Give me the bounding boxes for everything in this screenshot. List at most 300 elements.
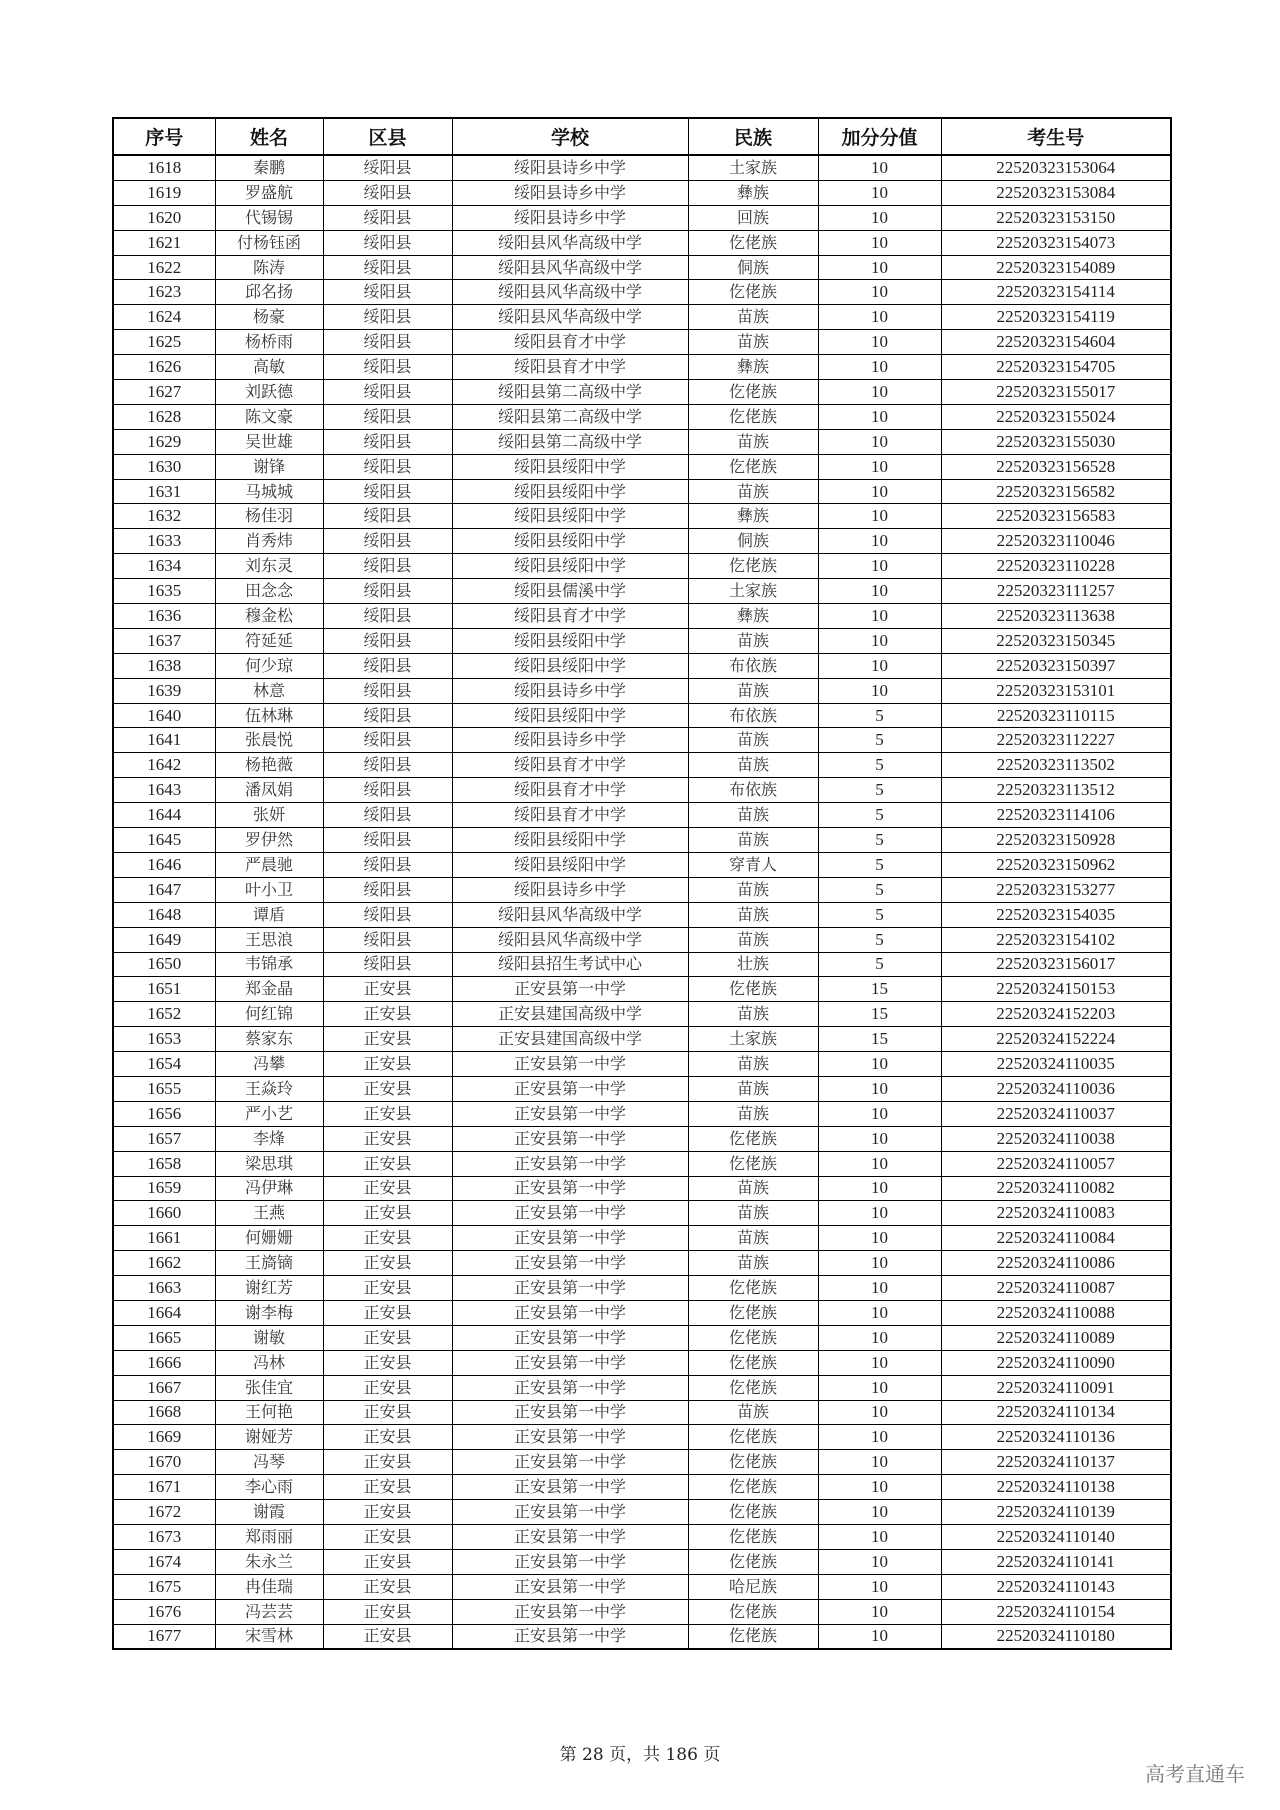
cell-ethnicity: 苗族 (688, 803, 818, 828)
cell-serial: 1625 (113, 330, 215, 355)
cell-bonus: 10 (818, 230, 941, 255)
cell-serial: 1657 (113, 1126, 215, 1151)
cell-ethnicity: 苗族 (688, 1052, 818, 1077)
cell-exam-id: 22520323110228 (941, 554, 1171, 579)
cell-county: 正安县 (323, 1002, 452, 1027)
table-row (113, 1325, 1171, 1350)
table-row (113, 1176, 1171, 1201)
cell-school: 绥阳县诗乡中学 (452, 678, 688, 703)
cell-county: 绥阳县 (323, 728, 452, 753)
cell-serial: 1628 (113, 404, 215, 429)
cell-county: 正安县 (323, 1350, 452, 1375)
cell-serial: 1668 (113, 1400, 215, 1425)
cell-name: 郑雨丽 (215, 1524, 323, 1549)
cell-name: 谭盾 (215, 902, 323, 927)
cell-exam-id: 22520323153101 (941, 678, 1171, 703)
cell-name: 宋雪林 (215, 1624, 323, 1649)
cell-serial: 1639 (113, 678, 215, 703)
cell-ethnicity: 仡佬族 (688, 1624, 818, 1649)
cell-name: 杨佳羽 (215, 504, 323, 529)
cell-county: 正安县 (323, 1076, 452, 1101)
cell-exam-id: 22520324110140 (941, 1524, 1171, 1549)
cell-bonus: 10 (818, 1450, 941, 1475)
cell-bonus: 10 (818, 205, 941, 230)
cell-exam-id: 22520323154073 (941, 230, 1171, 255)
header-ethnicity: 民族 (688, 118, 818, 155)
cell-exam-id: 22520323150928 (941, 828, 1171, 853)
cell-county: 正安县 (323, 1201, 452, 1226)
cell-county: 绥阳县 (323, 404, 452, 429)
cell-exam-id: 22520323156583 (941, 504, 1171, 529)
cell-bonus: 5 (818, 728, 941, 753)
cell-exam-id: 22520324110084 (941, 1226, 1171, 1251)
cell-name: 代锡锡 (215, 205, 323, 230)
cell-ethnicity: 仡佬族 (688, 1126, 818, 1151)
cell-serial: 1649 (113, 927, 215, 952)
cell-serial: 1618 (113, 155, 215, 180)
cell-county: 正安县 (323, 1624, 452, 1649)
cell-school: 绥阳县绥阳中学 (452, 703, 688, 728)
cell-ethnicity: 仡佬族 (688, 1475, 818, 1500)
cell-ethnicity: 土家族 (688, 155, 818, 180)
cell-ethnicity: 仡佬族 (688, 1500, 818, 1525)
cell-bonus: 10 (818, 579, 941, 604)
table-row (113, 653, 1171, 678)
cell-exam-id: 22520324152203 (941, 1002, 1171, 1027)
cell-serial: 1620 (113, 205, 215, 230)
cell-ethnicity: 壮族 (688, 952, 818, 977)
table-row (113, 205, 1171, 230)
cell-school: 正安县第一中学 (452, 1574, 688, 1599)
cell-county: 正安县 (323, 1325, 452, 1350)
cell-exam-id: 22520324110036 (941, 1076, 1171, 1101)
cell-name: 刘跃德 (215, 380, 323, 405)
cell-county: 正安县 (323, 1101, 452, 1126)
table-row (113, 155, 1171, 180)
cell-name: 罗盛航 (215, 180, 323, 205)
table-row (113, 230, 1171, 255)
cell-serial: 1632 (113, 504, 215, 529)
cell-school: 正安县第一中学 (452, 1300, 688, 1325)
cell-bonus: 15 (818, 977, 941, 1002)
cell-serial: 1665 (113, 1325, 215, 1350)
cell-serial: 1666 (113, 1350, 215, 1375)
table-row (113, 1226, 1171, 1251)
cell-exam-id: 22520324110139 (941, 1500, 1171, 1525)
cell-ethnicity: 仡佬族 (688, 454, 818, 479)
cell-serial: 1630 (113, 454, 215, 479)
table-row (113, 280, 1171, 305)
cell-bonus: 10 (818, 155, 941, 180)
table-row (113, 828, 1171, 853)
cell-exam-id: 22520324110134 (941, 1400, 1171, 1425)
table-row (113, 1549, 1171, 1574)
table-row (113, 1126, 1171, 1151)
table-row (113, 1574, 1171, 1599)
cell-county: 绥阳县 (323, 429, 452, 454)
cell-school: 绥阳县第二高级中学 (452, 429, 688, 454)
cell-school: 绥阳县育才中学 (452, 355, 688, 380)
cell-serial: 1624 (113, 305, 215, 330)
cell-exam-id: 22520323156582 (941, 479, 1171, 504)
cell-name: 杨桥雨 (215, 330, 323, 355)
cell-school: 正安县第一中学 (452, 1226, 688, 1251)
cell-exam-id: 22520323154114 (941, 280, 1171, 305)
cell-name: 杨艳薇 (215, 753, 323, 778)
cell-serial: 1631 (113, 479, 215, 504)
watermark: 高考直通车 (1145, 1762, 1245, 1786)
cell-serial: 1659 (113, 1176, 215, 1201)
cell-school: 绥阳县风华高级中学 (452, 255, 688, 280)
cell-name: 吴世雄 (215, 429, 323, 454)
cell-name: 穆金松 (215, 604, 323, 629)
cell-name: 王燕 (215, 1201, 323, 1226)
cell-ethnicity: 苗族 (688, 305, 818, 330)
cell-name: 马城城 (215, 479, 323, 504)
cell-name: 张佳宜 (215, 1375, 323, 1400)
cell-serial: 1629 (113, 429, 215, 454)
cell-school: 绥阳县育才中学 (452, 604, 688, 629)
cell-ethnicity: 穿青人 (688, 852, 818, 877)
cell-school: 正安县第一中学 (452, 1276, 688, 1301)
cell-name: 陈涛 (215, 255, 323, 280)
cell-name: 王思浪 (215, 927, 323, 952)
table-row (113, 330, 1171, 355)
cell-ethnicity: 苗族 (688, 479, 818, 504)
cell-county: 绥阳县 (323, 579, 452, 604)
cell-name: 冯芸芸 (215, 1599, 323, 1624)
cell-name: 何姗姗 (215, 1226, 323, 1251)
cell-serial: 1661 (113, 1226, 215, 1251)
cell-bonus: 10 (818, 1624, 941, 1649)
cell-bonus: 10 (818, 330, 941, 355)
cell-school: 绥阳县风华高级中学 (452, 902, 688, 927)
cell-exam-id: 22520323155017 (941, 380, 1171, 405)
cell-serial: 1637 (113, 628, 215, 653)
table-row (113, 678, 1171, 703)
cell-school: 绥阳县绥阳中学 (452, 454, 688, 479)
cell-bonus: 10 (818, 429, 941, 454)
cell-ethnicity: 苗族 (688, 1101, 818, 1126)
table-row (113, 305, 1171, 330)
cell-name: 冯琴 (215, 1450, 323, 1475)
cell-serial: 1638 (113, 653, 215, 678)
cell-ethnicity: 仡佬族 (688, 1151, 818, 1176)
cell-county: 正安县 (323, 1276, 452, 1301)
table-row (113, 429, 1171, 454)
cell-exam-id: 22520324110038 (941, 1126, 1171, 1151)
cell-name: 郑金晶 (215, 977, 323, 1002)
cell-bonus: 10 (818, 1524, 941, 1549)
cell-school: 正安县第一中学 (452, 1400, 688, 1425)
cell-exam-id: 22520324110082 (941, 1176, 1171, 1201)
cell-serial: 1634 (113, 554, 215, 579)
cell-name: 张晨悦 (215, 728, 323, 753)
cell-exam-id: 22520324110088 (941, 1300, 1171, 1325)
cell-serial: 1636 (113, 604, 215, 629)
cell-county: 正安县 (323, 1052, 452, 1077)
cell-serial: 1677 (113, 1624, 215, 1649)
cell-school: 正安县第一中学 (452, 1251, 688, 1276)
cell-exam-id: 22520323155030 (941, 429, 1171, 454)
bonus-points-table (112, 117, 1172, 1650)
cell-county: 绥阳县 (323, 852, 452, 877)
cell-name: 冯林 (215, 1350, 323, 1375)
cell-serial: 1642 (113, 753, 215, 778)
header-school: 学校 (452, 118, 688, 155)
cell-bonus: 5 (818, 753, 941, 778)
cell-county: 绥阳县 (323, 305, 452, 330)
cell-ethnicity: 仡佬族 (688, 554, 818, 579)
cell-county: 正安县 (323, 1599, 452, 1624)
cell-exam-id: 22520323156528 (941, 454, 1171, 479)
cell-ethnicity: 仡佬族 (688, 230, 818, 255)
cell-county: 绥阳县 (323, 180, 452, 205)
cell-bonus: 10 (818, 1549, 941, 1574)
cell-exam-id: 22520323153277 (941, 877, 1171, 902)
cell-county: 正安县 (323, 1300, 452, 1325)
cell-ethnicity: 布依族 (688, 653, 818, 678)
cell-name: 何红锦 (215, 1002, 323, 1027)
table-row (113, 355, 1171, 380)
cell-ethnicity: 仡佬族 (688, 1325, 818, 1350)
cell-county: 正安县 (323, 1475, 452, 1500)
cell-name: 冯攀 (215, 1052, 323, 1077)
cell-ethnicity: 仡佬族 (688, 1549, 818, 1574)
cell-bonus: 10 (818, 1350, 941, 1375)
cell-exam-id: 22520323150962 (941, 852, 1171, 877)
cell-name: 秦鹏 (215, 155, 323, 180)
cell-serial: 1619 (113, 180, 215, 205)
cell-school: 正安县第一中学 (452, 1549, 688, 1574)
cell-ethnicity: 苗族 (688, 902, 818, 927)
cell-exam-id: 22520324110138 (941, 1475, 1171, 1500)
cell-exam-id: 22520323113512 (941, 778, 1171, 803)
cell-county: 绥阳县 (323, 604, 452, 629)
table-row (113, 778, 1171, 803)
cell-bonus: 10 (818, 1101, 941, 1126)
cell-school: 正安县第一中学 (452, 1325, 688, 1350)
cell-name: 谢锋 (215, 454, 323, 479)
cell-county: 正安县 (323, 1176, 452, 1201)
table-row (113, 554, 1171, 579)
cell-school: 绥阳县诗乡中学 (452, 728, 688, 753)
cell-name: 李心雨 (215, 1475, 323, 1500)
table-row (113, 529, 1171, 554)
cell-exam-id: 22520323156017 (941, 952, 1171, 977)
cell-name: 冯伊琳 (215, 1176, 323, 1201)
cell-bonus: 10 (818, 1176, 941, 1201)
cell-school: 绥阳县诗乡中学 (452, 180, 688, 205)
cell-ethnicity: 侗族 (688, 529, 818, 554)
cell-exam-id: 22520324110090 (941, 1350, 1171, 1375)
cell-county: 正安县 (323, 1400, 452, 1425)
cell-county: 绥阳县 (323, 803, 452, 828)
cell-bonus: 10 (818, 1475, 941, 1500)
cell-bonus: 10 (818, 404, 941, 429)
cell-county: 绥阳县 (323, 280, 452, 305)
cell-school: 正安县第一中学 (452, 1524, 688, 1549)
cell-name: 蔡家东 (215, 1027, 323, 1052)
cell-serial: 1650 (113, 952, 215, 977)
table-row (113, 1500, 1171, 1525)
cell-exam-id: 22520323112227 (941, 728, 1171, 753)
cell-bonus: 10 (818, 280, 941, 305)
cell-school: 绥阳县育才中学 (452, 753, 688, 778)
cell-exam-id: 22520323154035 (941, 902, 1171, 927)
cell-school: 正安县第一中学 (452, 1151, 688, 1176)
cell-exam-id: 22520323155024 (941, 404, 1171, 429)
cell-ethnicity: 苗族 (688, 1251, 818, 1276)
cell-exam-id: 22520323150397 (941, 653, 1171, 678)
cell-school: 正安县第一中学 (452, 977, 688, 1002)
cell-school: 绥阳县诗乡中学 (452, 877, 688, 902)
cell-county: 正安县 (323, 1500, 452, 1525)
cell-ethnicity: 仡佬族 (688, 977, 818, 1002)
cell-serial: 1626 (113, 355, 215, 380)
cell-name: 伍林琳 (215, 703, 323, 728)
table-row (113, 1027, 1171, 1052)
cell-exam-id: 22520323154089 (941, 255, 1171, 280)
cell-ethnicity: 苗族 (688, 927, 818, 952)
cell-ethnicity: 彝族 (688, 180, 818, 205)
table-row (113, 479, 1171, 504)
cell-school: 正安县建国高级中学 (452, 1002, 688, 1027)
cell-county: 绥阳县 (323, 877, 452, 902)
cell-ethnicity: 苗族 (688, 1176, 818, 1201)
cell-bonus: 10 (818, 454, 941, 479)
cell-exam-id: 22520323150345 (941, 628, 1171, 653)
table-row (113, 952, 1171, 977)
cell-serial: 1635 (113, 579, 215, 604)
cell-name: 符延延 (215, 628, 323, 653)
cell-school: 绥阳县诗乡中学 (452, 155, 688, 180)
table-row (113, 628, 1171, 653)
cell-ethnicity: 苗族 (688, 1226, 818, 1251)
cell-serial: 1672 (113, 1500, 215, 1525)
cell-bonus: 10 (818, 1599, 941, 1624)
cell-county: 正安县 (323, 1126, 452, 1151)
cell-ethnicity: 苗族 (688, 628, 818, 653)
cell-county: 绥阳县 (323, 828, 452, 853)
cell-bonus: 10 (818, 380, 941, 405)
cell-bonus: 10 (818, 1151, 941, 1176)
cell-ethnicity: 苗族 (688, 1201, 818, 1226)
cell-county: 绥阳县 (323, 255, 452, 280)
table-row (113, 1400, 1171, 1425)
cell-bonus: 10 (818, 1251, 941, 1276)
cell-ethnicity: 土家族 (688, 1027, 818, 1052)
cell-ethnicity: 仡佬族 (688, 1300, 818, 1325)
cell-school: 绥阳县儒溪中学 (452, 579, 688, 604)
header-exam-id: 考生号 (941, 118, 1171, 155)
cell-name: 罗伊然 (215, 828, 323, 853)
table-row (113, 180, 1171, 205)
cell-bonus: 10 (818, 1201, 941, 1226)
cell-name: 严晨驰 (215, 852, 323, 877)
cell-name: 韦锦承 (215, 952, 323, 977)
cell-ethnicity: 苗族 (688, 429, 818, 454)
cell-bonus: 15 (818, 1002, 941, 1027)
cell-bonus: 10 (818, 1574, 941, 1599)
cell-bonus: 5 (818, 778, 941, 803)
cell-serial: 1664 (113, 1300, 215, 1325)
cell-bonus: 5 (818, 828, 941, 853)
cell-exam-id: 22520323154604 (941, 330, 1171, 355)
cell-bonus: 10 (818, 1126, 941, 1151)
cell-county: 绥阳县 (323, 529, 452, 554)
cell-ethnicity: 仡佬族 (688, 1425, 818, 1450)
table-row (113, 803, 1171, 828)
cell-serial: 1633 (113, 529, 215, 554)
cell-serial: 1667 (113, 1375, 215, 1400)
cell-ethnicity: 布依族 (688, 703, 818, 728)
cell-bonus: 10 (818, 1375, 941, 1400)
cell-bonus: 10 (818, 1276, 941, 1301)
cell-exam-id: 22520324110086 (941, 1251, 1171, 1276)
cell-exam-id: 22520324110037 (941, 1101, 1171, 1126)
header-name: 姓名 (215, 118, 323, 155)
cell-serial: 1647 (113, 877, 215, 902)
cell-serial: 1645 (113, 828, 215, 853)
cell-exam-id: 22520324110136 (941, 1425, 1171, 1450)
cell-name: 王焱玲 (215, 1076, 323, 1101)
cell-ethnicity: 土家族 (688, 579, 818, 604)
cell-exam-id: 22520323113502 (941, 753, 1171, 778)
cell-school: 正安县第一中学 (452, 1052, 688, 1077)
cell-exam-id: 22520324110137 (941, 1450, 1171, 1475)
cell-bonus: 10 (818, 529, 941, 554)
cell-school: 绥阳县招生考试中心 (452, 952, 688, 977)
cell-county: 绥阳县 (323, 753, 452, 778)
table-row (113, 454, 1171, 479)
table-row (113, 877, 1171, 902)
cell-county: 绥阳县 (323, 628, 452, 653)
cell-exam-id: 22520323153064 (941, 155, 1171, 180)
cell-county: 绥阳县 (323, 479, 452, 504)
cell-exam-id: 22520324110154 (941, 1599, 1171, 1624)
cell-name: 谢李梅 (215, 1300, 323, 1325)
table-row (113, 1276, 1171, 1301)
cell-serial: 1676 (113, 1599, 215, 1624)
cell-bonus: 10 (818, 628, 941, 653)
cell-county: 绥阳县 (323, 902, 452, 927)
cell-exam-id: 22520324152224 (941, 1027, 1171, 1052)
table-row (113, 753, 1171, 778)
cell-serial: 1671 (113, 1475, 215, 1500)
table-row (113, 1375, 1171, 1400)
cell-serial: 1656 (113, 1101, 215, 1126)
cell-county: 正安县 (323, 1027, 452, 1052)
cell-ethnicity: 苗族 (688, 728, 818, 753)
cell-serial: 1641 (113, 728, 215, 753)
cell-ethnicity: 仡佬族 (688, 1524, 818, 1549)
cell-name: 林意 (215, 678, 323, 703)
cell-name: 肖秀炜 (215, 529, 323, 554)
cell-serial: 1623 (113, 280, 215, 305)
table-row (113, 1599, 1171, 1624)
cell-serial: 1670 (113, 1450, 215, 1475)
cell-name: 邱名扬 (215, 280, 323, 305)
cell-ethnicity: 苗族 (688, 753, 818, 778)
cell-exam-id: 22520324110141 (941, 1549, 1171, 1574)
cell-exam-id: 22520323110046 (941, 529, 1171, 554)
cell-school: 绥阳县绥阳中学 (452, 628, 688, 653)
cell-school: 绥阳县绥阳中学 (452, 852, 688, 877)
cell-bonus: 10 (818, 1052, 941, 1077)
cell-serial: 1646 (113, 852, 215, 877)
cell-serial: 1658 (113, 1151, 215, 1176)
